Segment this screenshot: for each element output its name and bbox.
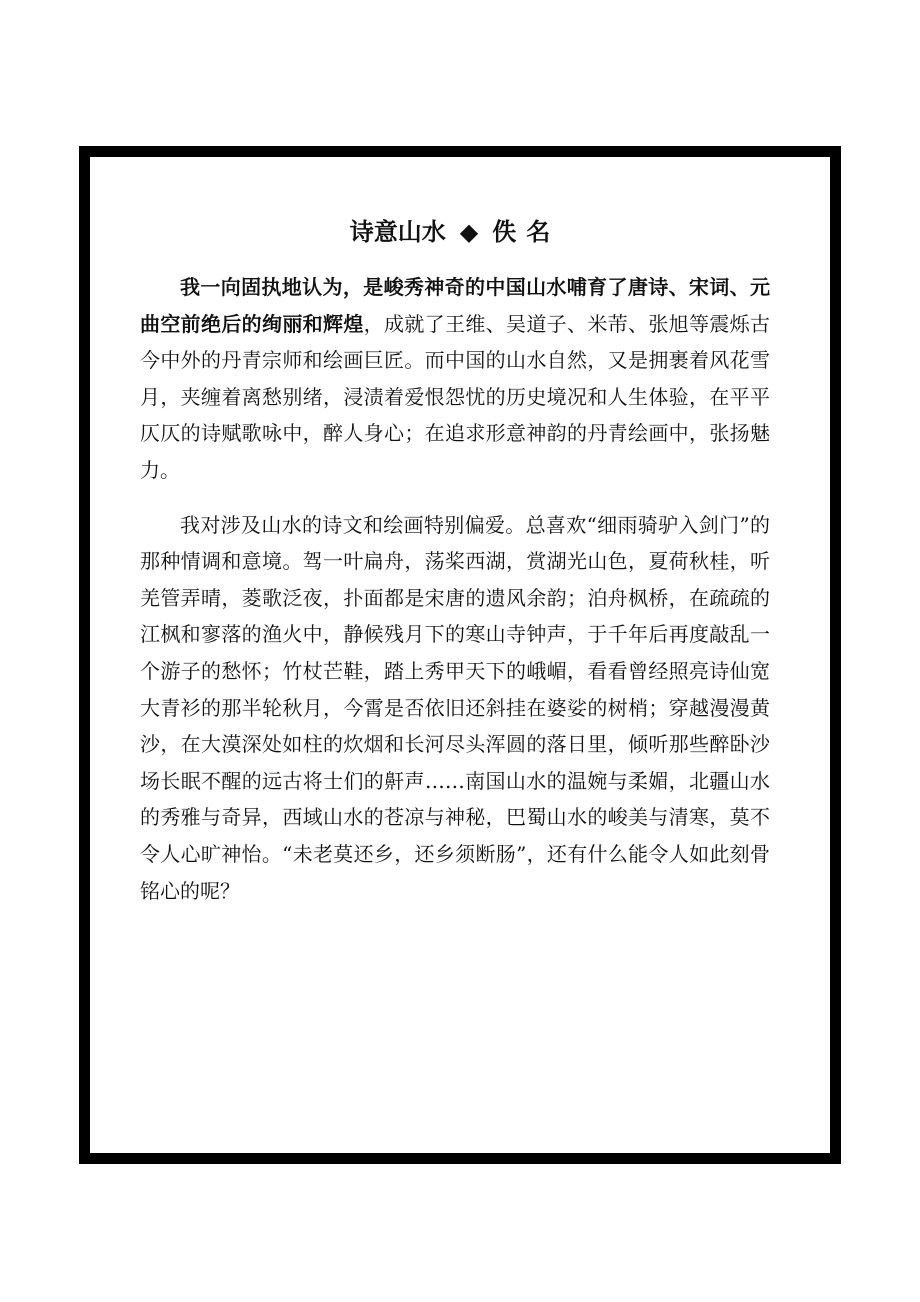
paragraph-1	[140, 269, 770, 489]
article-body	[140, 215, 770, 909]
diamond-separator-icon: ◆	[459, 218, 479, 246]
page-border-frame	[79, 146, 841, 1164]
paragraph-1-bold-lead: 我一向固执地认为，是峻秀神奇的中国山水哺育了唐诗、宋词、元曲空前绝后的绚丽和辉煌	[140, 275, 770, 336]
title-author: 佚名	[492, 218, 561, 246]
paragraph-1-rest: ，成就了王维、吴道子、米芾、张旭等震烁古今中外的丹青宗师和绘画巨匠。而中国的山水自然，又是拥裹着风花雪月，夹缠着离愁别绪，浸渍着爱恨怨忧的历史境况和人生体验，在平平仄仄的诗赋歌咏中，醉人身心；在追求形意神韵的丹青绘画中，张扬魅力。	[140, 311, 771, 482]
title-main: 诗意山水	[349, 218, 446, 246]
article-title	[140, 215, 770, 249]
paragraph-2: 我对涉及山水的诗文和绘画特别偏爱。总喜欢“细雨骑驴入剑门”的那种情调和意境。驾一叶扁舟，荡桨西湖，赏湖光山色，夏荷秋桂，听羌管弄晴，菱歌泛夜，扑面都是宋唐的遗风余韵；泊舟枫桥，在疏疏的江枫和寥落的渔火中，静候残月下的寒山寺钟声，于千年后再度敲乱一个游子的愁怀；竹杖芒鞋，踏上秀甲天下的峨嵋，看看曾经照亮诗仙宽大青衫的那半轮秋月，今霄是否依旧还斜挂在婆娑的树梢；穿越漫漫黄沙，在大漠深处如柱的炊烟和长河尽头浑圆的落日里，倾听那些醉卧沙场长眠不醒的远古将士们的鼾声……南国山水的温婉与柔媚，北疆山水的秀雅与奇异，西域山水的苍凉与神秘，巴蜀山水的峻美与清寒，莫不令人心旷神怡。“未老莫还乡，还乡须断肠”，还有什么能令人如此刻骨铭心的呢？	[140, 512, 770, 903]
